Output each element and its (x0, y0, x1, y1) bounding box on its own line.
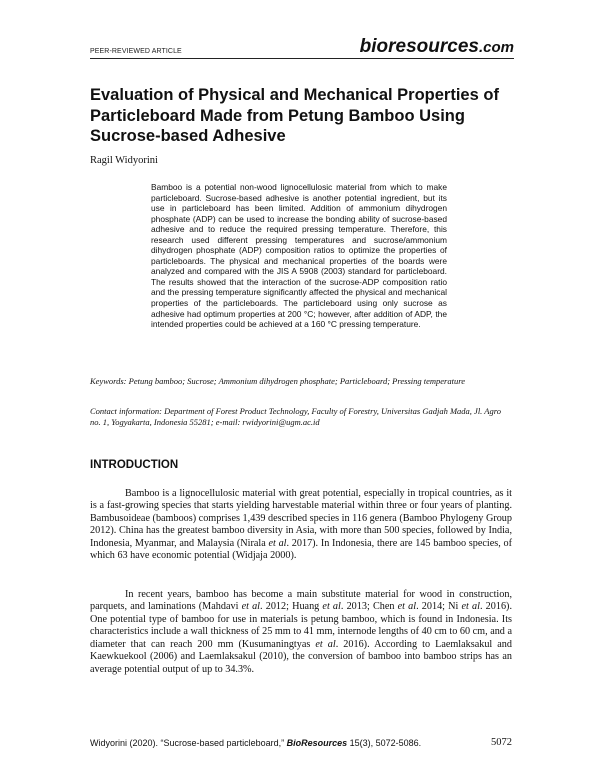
text-run: 15(3), 5072-5086. (347, 738, 422, 748)
text-run-italic: et al (461, 601, 480, 613)
paragraph-1 (90, 488, 512, 563)
text-run-italic: et al (315, 638, 336, 650)
journal-logo-domain: .com (478, 39, 514, 56)
page-number: 5072 (491, 737, 512, 748)
text-run: . 2013; Chen (340, 601, 398, 613)
contact-information: Contact information: Department of Forest Product Technology, Faculty of Forestry, Universitas Gadjah Mada, Jl. Agro no. 1, Yogyakarta, Indonesia 55281; e-mail: rwidyorini@ugm.ac.id (90, 406, 501, 427)
abstract: Bamboo is a potential non-wood lignocellulosic material from which to make particleboard. Sucrose-based adhesive is another potential ingredient, but its use in particleboard has been limited. Addition of ammonium dihydrogen phosphate (ADP) can be used to increase the bonding ability of sucrose-based adhesive and to reduce the required pressing temperature. Therefore, this research used different pressing temperatures and sucrose/ammonium dihydrogen phosphate (ADP) composition ratios to optimize the properties of particleboards. The physical and mechanical properties of the boards were analyzed and compared with the JIS A 5908 (2003) standard for particleboard. The results showed that the interaction of the sucrose-ADP composition ratio and the pressing temperature significantly affected the physical and mechanical properties of the particleboards. The particleboard using only sucrose as adhesive had optimum properties at 200 °C; however, after addition of ADP, the intended properties could be achieved at a 160 °C pressing temperature. (151, 182, 447, 330)
text-run: . 2014; Ni (416, 601, 462, 613)
text-run: In recent years, bamboo has become a main substitute material for wood in construction, parquets, and laminations (Mahdavi (90, 589, 512, 613)
text-run: . 2016). One potential type of bamboo for use in materials is petung bamboo, which is found in Indonesia. Its characteristics include a wall thickness of 25 mm to 41 mm, internode lengths of 40 cm to 60 cm, and a diameter that can reach 200 mm (Kusumaningtyas (90, 601, 512, 650)
text-run: Bamboo is a lignocellulosic material with great potential, especially in tropical countries, as it is a fast-growing species that starts yielding harvestable material within three or four years of planting. Bambusoideae (bamboos) comprises 1,439 described species in 116 genera (Bamboo Phylogeny Group 2012). China has the greatest bamboo diversity in Asia, with more than 500 species, followed by India, Indonesia, Myanmar, and Malaysia (Nirala (90, 488, 512, 549)
footer-citation (90, 738, 421, 748)
text-run-italic: et al (241, 601, 261, 613)
section-heading: INTRODUCTION (90, 459, 179, 471)
text-run: Widyorini (2020). “Sucrose-based particleboard,” (90, 738, 287, 748)
text-run-italic: et al (397, 601, 417, 613)
footer-journal-name: BioResources (286, 738, 348, 748)
text-run-italic: et al (322, 601, 341, 613)
text-run: . 2016). According to Laemlaksakul and Kaewkuekool (2006) and Laemlaksakul (2010), the conversion of bamboo into bamboo strips has an average potential output of up to 34.3%. (90, 638, 512, 675)
text-run: . 2012; Huang (260, 601, 323, 613)
article-type-label: PEER-REVIEWED ARTICLE (90, 48, 182, 55)
keywords: Keywords: Petung bamboo; Sucrose; Ammonium dihydrogen phosphate; Particleboard; Pressing temperature (90, 376, 465, 386)
text-run: . 2017). In Indonesia, there are 145 bamboo species, of which 63 have economic potential (Widjaja 2000). (90, 537, 512, 562)
running-header (90, 36, 514, 59)
journal-logo[interactable] (360, 37, 514, 58)
journal-logo-main: bioresources (359, 36, 479, 57)
article-title: Evaluation of Physical and Mechanical Properties of Particleboard Made from Petung Bamboo Using Sucrose-based Adhesive (90, 86, 499, 145)
text-run-italic: et al (268, 537, 287, 549)
author-name: Ragil Widyorini (90, 155, 158, 166)
paragraph-2 (90, 589, 512, 676)
